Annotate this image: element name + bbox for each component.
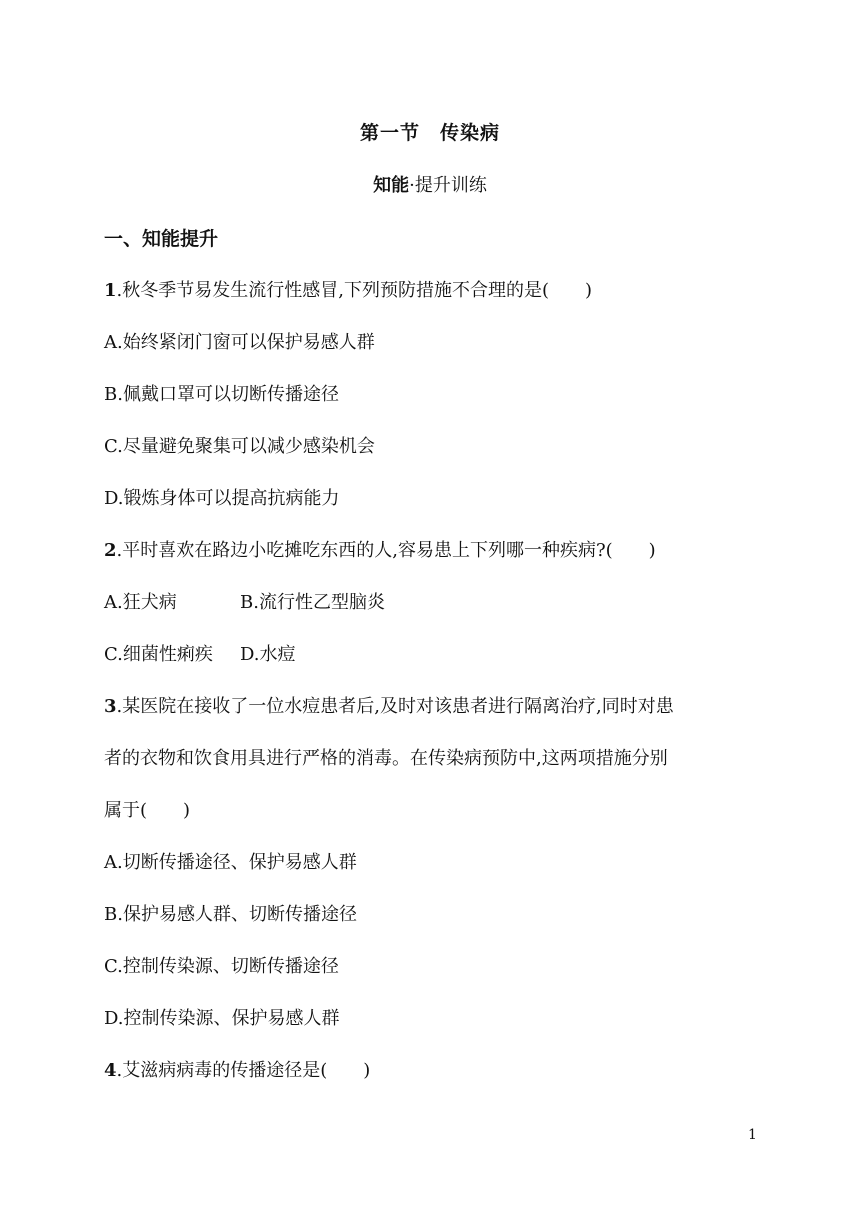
question-1-option-d: D.锻炼身体可以提高抗病能力 xyxy=(104,488,340,509)
section-heading: 一、知能提升 xyxy=(104,228,219,250)
question-text: 属于( xyxy=(104,800,148,821)
question-2-option-c: C.细菌性痢疾 xyxy=(104,644,213,665)
question-3-stem-line-1 xyxy=(104,692,674,718)
question-2-options-row-1 xyxy=(104,588,504,614)
page-subtitle xyxy=(0,171,860,197)
question-2-option-d: D.水痘 xyxy=(240,644,296,665)
question-number: 1 xyxy=(104,280,117,301)
title-part1: 第一节 xyxy=(359,122,420,144)
question-3-option-b: B.保护易感人群、切断传播途径 xyxy=(104,904,357,925)
question-text: .秋冬季节易发生流行性感冒,下列预防措施不合理的是( xyxy=(116,280,549,301)
question-number: 4 xyxy=(104,1060,117,1081)
question-text: .平时喜欢在路边小吃摊吃东西的人,容易患上下列哪一种疾病?( xyxy=(116,540,613,561)
question-2-option-a: A.狂犬病 xyxy=(104,592,177,613)
subtitle-bold: 知能 xyxy=(373,175,410,196)
question-1-stem xyxy=(104,276,592,302)
answer-paren-close: ) xyxy=(648,540,656,561)
question-1-option-a: A.始终紧闭门窗可以保护易感人群 xyxy=(104,332,375,353)
question-text: .艾滋病病毒的传播途径是( xyxy=(116,1060,328,1081)
question-number: 3 xyxy=(104,696,117,717)
question-3-stem-line-2: 者的衣物和饮食用具进行严格的消毒。在传染病预防中,这两项措施分别 xyxy=(104,748,668,769)
page-number: 1 xyxy=(748,1127,757,1143)
question-4-stem xyxy=(104,1056,370,1082)
question-2-option-b: B.流行性乙型脑炎 xyxy=(240,592,385,613)
question-number: 2 xyxy=(104,540,117,561)
question-2-options-row-2 xyxy=(104,640,504,666)
question-3-option-a: A.切断传播途径、保护易感人群 xyxy=(104,852,357,873)
question-2-stem xyxy=(104,536,656,562)
title-part2: 传染病 xyxy=(440,122,501,144)
answer-paren-close: ) xyxy=(363,1060,371,1081)
question-1-option-c: C.尽量避免聚集可以减少感染机会 xyxy=(104,436,375,457)
question-3-option-d: D.控制传染源、保护易感人群 xyxy=(104,1008,340,1029)
question-3-stem-line-3 xyxy=(104,796,190,822)
answer-paren-close: ) xyxy=(183,800,191,821)
question-3-option-c: C.控制传染源、切断传播途径 xyxy=(104,956,339,977)
page-title xyxy=(0,118,860,145)
answer-paren-close: ) xyxy=(585,280,593,301)
question-text: .某医院在接收了一位水痘患者后,及时对该患者进行隔离治疗,同时对患 xyxy=(116,696,674,717)
question-1-option-b: B.佩戴口罩可以切断传播途径 xyxy=(104,384,339,405)
subtitle-rest: ·提升训练 xyxy=(409,175,487,196)
